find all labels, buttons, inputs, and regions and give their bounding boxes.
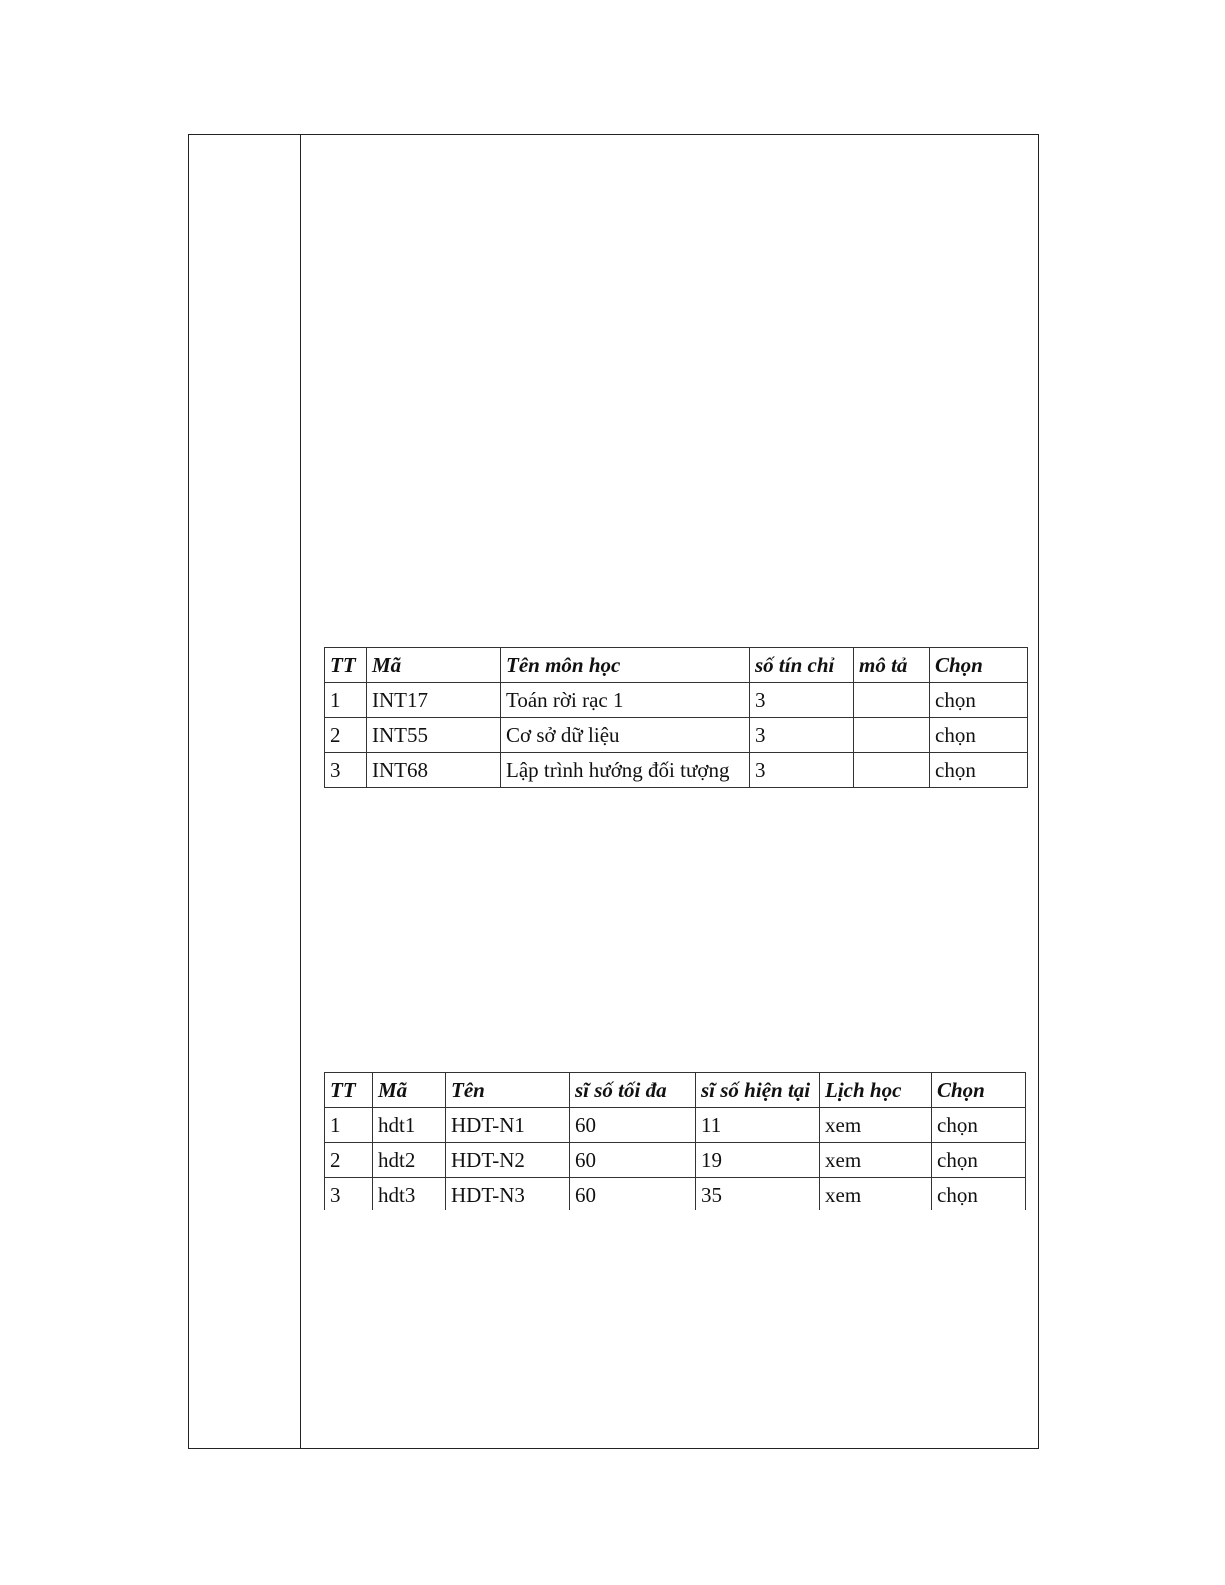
cell-name: HDT-N3 bbox=[446, 1178, 570, 1211]
cell-code: INT55 bbox=[367, 718, 501, 753]
select-link[interactable]: chọn bbox=[932, 1108, 1026, 1143]
table-header-row bbox=[325, 648, 1028, 683]
cell-code: hdt2 bbox=[373, 1143, 446, 1178]
cell-tt: 1 bbox=[325, 683, 367, 718]
header-tt: TT bbox=[325, 1073, 373, 1108]
cell-code: INT17 bbox=[367, 683, 501, 718]
cell-max-size: 60 bbox=[570, 1143, 696, 1178]
cell-course-name: Toán rời rạc 1 bbox=[501, 683, 750, 718]
header-select: Chọn bbox=[932, 1073, 1026, 1108]
view-schedule-link[interactable]: xem bbox=[820, 1108, 932, 1143]
cell-description bbox=[854, 753, 930, 788]
header-name: Tên bbox=[446, 1073, 570, 1108]
document-frame bbox=[188, 134, 1039, 1449]
table-row bbox=[325, 1143, 1026, 1178]
table-row bbox=[325, 718, 1028, 753]
cell-code: hdt1 bbox=[373, 1108, 446, 1143]
cell-code: INT68 bbox=[367, 753, 501, 788]
cell-credits: 3 bbox=[750, 718, 854, 753]
left-column bbox=[189, 135, 301, 1448]
cell-course-name: Cơ sở dữ liệu bbox=[501, 718, 750, 753]
header-description: mô tả bbox=[854, 648, 930, 683]
cell-description bbox=[854, 683, 930, 718]
cell-tt: 1 bbox=[325, 1108, 373, 1143]
cell-course-name: Lập trình hướng đối tượng bbox=[501, 753, 750, 788]
cell-max-size: 60 bbox=[570, 1108, 696, 1143]
header-select: Chọn bbox=[930, 648, 1028, 683]
header-credits: số tín chỉ bbox=[750, 648, 854, 683]
cell-credits: 3 bbox=[750, 683, 854, 718]
select-link[interactable]: chọn bbox=[932, 1178, 1026, 1211]
header-course-name: Tên môn học bbox=[501, 648, 750, 683]
cell-tt: 3 bbox=[325, 753, 367, 788]
cell-name: HDT-N1 bbox=[446, 1108, 570, 1143]
select-link[interactable]: chọn bbox=[930, 753, 1028, 788]
table-row bbox=[325, 1108, 1026, 1143]
header-current-size: sĩ số hiện tại bbox=[696, 1073, 820, 1108]
select-link[interactable]: chọn bbox=[930, 718, 1028, 753]
cell-name: HDT-N2 bbox=[446, 1143, 570, 1178]
header-schedule: Lịch học bbox=[820, 1073, 932, 1108]
view-schedule-link[interactable]: xem bbox=[820, 1178, 932, 1211]
cell-current-size: 11 bbox=[696, 1108, 820, 1143]
select-link[interactable]: chọn bbox=[932, 1143, 1026, 1178]
table-row bbox=[325, 1178, 1026, 1211]
view-schedule-link[interactable]: xem bbox=[820, 1143, 932, 1178]
course-list-table bbox=[324, 647, 1028, 788]
cell-tt: 2 bbox=[325, 1143, 373, 1178]
cell-description bbox=[854, 718, 930, 753]
header-code: Mã bbox=[367, 648, 501, 683]
cell-credits: 3 bbox=[750, 753, 854, 788]
select-link[interactable]: chọn bbox=[930, 683, 1028, 718]
header-max-size: sĩ số tối đa bbox=[570, 1073, 696, 1108]
table-header-row bbox=[325, 1073, 1026, 1108]
table-row bbox=[325, 753, 1028, 788]
table-row bbox=[325, 683, 1028, 718]
cell-current-size: 19 bbox=[696, 1143, 820, 1178]
header-code: Mã bbox=[373, 1073, 446, 1108]
cell-code: hdt3 bbox=[373, 1178, 446, 1211]
class-list-table bbox=[324, 1072, 1026, 1210]
header-tt: TT bbox=[325, 648, 367, 683]
cell-tt: 3 bbox=[325, 1178, 373, 1211]
cell-tt: 2 bbox=[325, 718, 367, 753]
cell-max-size: 60 bbox=[570, 1178, 696, 1211]
class-table-viewport bbox=[319, 1067, 1031, 1210]
cell-current-size: 35 bbox=[696, 1178, 820, 1211]
